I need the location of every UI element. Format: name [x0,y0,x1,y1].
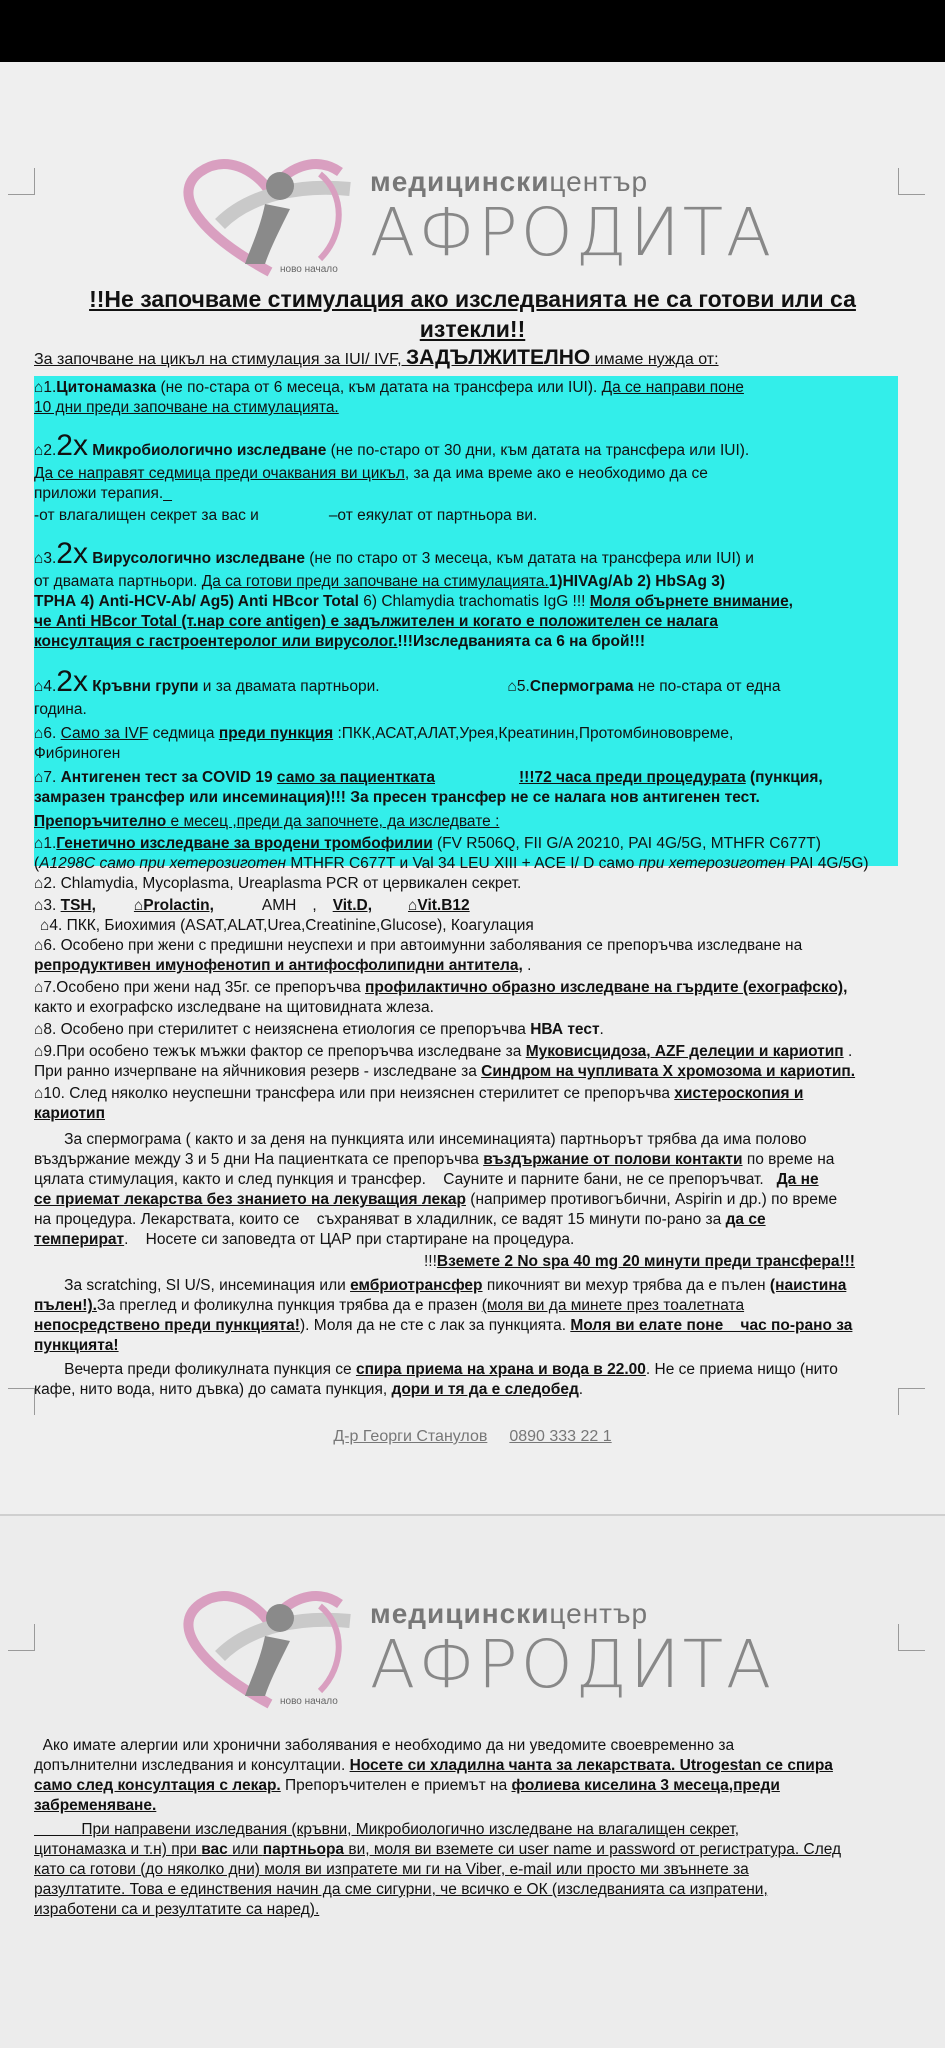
page2-text: или [227,1841,263,1858]
req-number: ⌂1. [34,835,57,852]
logo-tagline: ново начало [280,1696,338,1707]
recommended-6-cont [34,956,898,976]
req-text: A1298C само при хетерозиготен [39,855,287,872]
note-text: (например противогъбични, Aspirin и др.) по време [465,1191,838,1208]
recommended-7-cont: както и ехографско изследване на щитовидната жлеза. [34,999,434,1016]
page2-text: цитонамазка и т.н) при [34,1841,202,1858]
note-line [34,1230,898,1250]
separator: , [312,897,317,914]
note-text: по време на [742,1151,835,1168]
logo-subtitle-bold: медицински [370,166,550,197]
note-line: пункцията! [34,1337,119,1354]
req-note: НВА тест [530,1021,600,1038]
req-number: ⌂1. [34,379,57,396]
req-name: Микробиологично изследване [87,442,327,459]
page2-text: допълнителни изследвания и консултации. [34,1757,350,1774]
req-count: 2х [56,429,88,462]
req-note: Да се направят седмица преди очаквания ви цикъл [34,465,405,482]
crop-mark [8,1388,35,1415]
recommended-10 [34,1084,898,1104]
req-note: репродуктивен имунофенотип и антифосфолипидни антитела, [34,957,523,974]
note-text: кафе, нито вода, нито дъвка) до самата пункция, [34,1381,392,1398]
clinic-logo [170,154,775,279]
note-text: цялата стимулация, както и след пункция и трансфер. Сауните и парните бани, не се препоръчват. [34,1171,777,1188]
req-text: ⌂9.При особено тежък мъжки фактор се препоръчва изследване за [34,1043,526,1060]
doctor-signature [0,1428,945,1446]
req-count: 2х [56,665,88,698]
note-line [34,1360,898,1380]
intro-text: имаме нужда от: [590,351,719,368]
note-text: въздържание между 3 и 5 дни На пациентката се препоръчва [34,1151,484,1168]
requirement-1 [34,378,898,398]
note-emphasis: пълен!). [34,1297,97,1314]
note-line [34,1150,898,1170]
rec-heading-text: е месец ,преди да започнете, да изследвате : [166,813,500,830]
note-line [424,1252,898,1272]
page2-text [34,1821,81,1838]
logo-subtitle-light: център [549,1598,649,1629]
recommended-8 [34,1020,898,1040]
req-text: седмица [148,725,219,742]
req-text: :ПКК,АСАТ,АЛАТ,Урея,Креатинин,Протомбинововреме, [333,725,734,742]
req-text: от двамата партньори. [34,573,202,590]
page2-line: забременяване. [34,1797,157,1814]
recommended-10-cont: кариотип [34,1105,105,1122]
page2-line: като са готови (до няколко дни) моля ви изпратете ми ги на Viber, e-mail или просто ми звъннете за [34,1861,749,1878]
note-text: За scratching, SI U/S, инсеминация или [34,1277,351,1294]
requirement-2-cont [34,506,898,526]
page2-emphasis: само след консултация с лекар. [34,1777,281,1794]
requirement-4-cont: година. [34,701,87,718]
req-note: Муковисцидоза, AZF делеции и кариотип [525,1043,844,1060]
req-text: –от еякулат от партньора ви. [328,507,538,524]
requirement-3-cont [34,632,898,652]
document-page-1 [0,62,945,1514]
test-vitb12: ⌂Vit.B12 [408,897,470,914]
note-emphasis: Да не [776,1171,819,1188]
requirement-7-cont: замразен трансфер или инсеминация)!!! За пресен трансфер не се налага нов антигенен тест. [34,789,760,806]
requirement-2-cont: приложи терапия._ [34,485,172,502]
test-prolactin: ⌂Prolactin, [133,897,214,914]
crop-mark [8,1624,35,1651]
req-text: , за да има време ако е необходимо да се [404,465,708,482]
req-text: (не по-старо от 30 дни, към датата на трансфера или IUI). [326,442,750,459]
intro-emphasis: ЗАДЪЛЖИТЕЛНО [406,348,591,369]
req-note: !!!Изследванията са 6 на брой!!! [397,633,645,650]
note-emphasis: (наистина [769,1277,847,1294]
intro-line [34,348,898,370]
doctor-phone[interactable]: 0890 333 22 1 [509,1428,612,1445]
req-name: Цитонамазка [56,379,157,396]
req-note: само за пациентката [276,769,436,786]
req-text: PAI 4G/5G) [785,855,869,872]
req-number: ⌂5. [507,678,530,695]
note-line [34,1190,898,1210]
note-text: . Не се приема нищо (нито [645,1361,838,1378]
req-note: !!!72 часа преди процедурата [519,769,746,786]
req-number: ⌂3. [34,550,57,567]
intro-text: За започване на цикъл на стимулация за IUI/ IVF, [34,351,406,368]
crop-mark [898,1388,925,1415]
page2-line [34,1840,898,1860]
crop-mark [8,168,35,195]
page2-line: Ако имате алергии или хронични заболявания е необходимо да ни уведомите своевременно за [34,1737,735,1754]
req-text: ⌂8. Особено при стерилитет с неизяснена етиология се препоръчва [34,1021,531,1038]
note-emphasis: (моля ви да минете през тоалетната [481,1297,745,1314]
rec-heading-bold: Препоръчително [34,813,167,830]
note-line [34,1316,898,1336]
requirement-3-cont: че Anti HBcor Total (т.нар core antigen) е задължителен и когато е положителен се налага [34,613,719,630]
test-tsh: TSH, [60,897,96,914]
req-number: ⌂3. [34,897,61,914]
note-text: . [578,1381,584,1398]
note-text: . Носете си заповедта от ЦАР при стартиране на процедура. [124,1231,575,1248]
req-text: ⌂7.Особено при жени над 35г. се препоръчва [34,979,366,996]
recommended-heading [34,812,898,832]
recommended-2: ⌂2. Chlamydia, Mycoplasma, Ureaplasma PCR от цервикален секрет. [34,875,522,892]
requirement-4 [34,664,898,705]
requirement-3-cont [34,572,898,592]
note-line [34,1210,898,1230]
note-emphasis: Вземете 2 No spa 40 mg 20 минути преди трансфера!!! [436,1253,855,1270]
page2-line [34,1756,898,1776]
note-emphasis: Моля ви елате поне час по-рано за [570,1317,853,1334]
page2-line: разултатите. Това е единствения начин да сме сигурни, че всичко е ОК (изследванията са изпратени, [34,1881,768,1898]
req-text: MTHFR C677T и Val 34 LEU XIII + ACE I/ D само [286,855,639,872]
requirement-2 [34,428,898,469]
test-vitd: Vit.D, [332,897,373,914]
req-text: ( [34,855,40,872]
note-text: !!! [424,1253,437,1270]
req-name: Кръвни групи [87,678,199,695]
req-note: Да са готови преди започване на стимулацията. [201,573,549,590]
note-line: За спермограма ( както и за деня на пункцията или инсеминацията) партньорът трябва да има полово [34,1131,807,1148]
req-number: ⌂4. [34,678,57,695]
recommended-7 [34,978,898,998]
note-line [34,1296,898,1316]
req-note: профилактично образно изследване на гърдите (ехографско), [365,979,848,996]
recommended-9 [34,1042,898,1062]
requirement-3-cont [34,592,898,612]
page2-emphasis: вас [201,1841,228,1858]
req-text: (FV R506Q, FII G/A 20210, PAI 4G/5G, MTHFR C677T) [432,835,821,852]
note-text: пикочният ви мехур трябва да е пълен [482,1277,770,1294]
req-text: при хетерозиготен [638,855,786,872]
page-title [30,284,915,344]
req-text: (не по старо от 3 месеца, към датата на трансфера или IUI) и [304,550,754,567]
req-tests: 6) Chlamydia trachomatis IgG !!! [358,593,590,610]
req-name: Спермограма [529,678,634,695]
req-text: -от влагалищен секрет за вас и [34,507,259,524]
note-emphasis: ембриотрансфер [350,1277,483,1294]
req-tests: ТРНА 4) Anti-HCV-Ab/ Ag5) Anti HBcor Total [34,593,359,610]
logo-name: АФРОДИТА [370,1626,775,1703]
req-note: консултация с гастроентеролог или вирусолог. [34,633,398,650]
note-line [34,1380,898,1400]
logo-tagline: ново начало [280,264,338,275]
req-text: . [599,1021,604,1038]
requirement-3 [34,536,898,577]
note-text: За преглед и фоликулна пункция трябва да е празен [96,1297,482,1314]
req-text: ⌂10. След няколко неуспешни трансфера или при неизяснен стерилитет се препоръчва [34,1085,675,1102]
page2-emphasis: фолиева киселина 3 месеца,преди [511,1777,780,1794]
requirement-6-cont: Фибриноген [34,745,121,762]
note-emphasis: спира приема на храна и вода в 22.00 [355,1361,646,1378]
page2-text: ви, моля ви вземете си user name и password от регистратура. След [344,1841,842,1858]
req-number: ⌂6. [34,725,61,742]
req-note: Да се направи поне [601,379,744,396]
req-text: . [843,1043,853,1060]
top-bar [0,0,945,62]
req-number: ⌂7. [34,769,57,786]
note-emphasis: дори и тя да е следобед [391,1381,579,1398]
note-text: Вечерта преди фоликулната пункция се [34,1361,356,1378]
title-line: !!Не започваме стимулация ако изследванията не са готови или са [89,286,856,312]
note-text: ). Моля да не сте с лак за пункцията. [299,1317,571,1334]
crop-mark [898,168,925,195]
page2-line [34,1820,898,1840]
req-text: . [522,957,532,974]
crop-mark [898,1624,925,1651]
note-line [34,1276,898,1296]
req-name: Генетично изследване за вродени тромбофилии [56,835,433,852]
req-name: Вирусологично изследване [87,550,305,567]
requirement-7 [34,768,898,788]
document-page-2 [0,1516,945,2048]
req-note: Моля обърнете внимание, [589,593,793,610]
note-text: на процедура. Лекарствата, които се съхраняват в хладилник, се вадят 15 минути по-рано за [34,1211,726,1228]
req-note: Само за IVF [60,725,149,742]
recommended-9-cont [34,1062,898,1082]
requirement-6 [34,724,898,744]
req-text: Антигенен тест за COVID 19 [56,769,277,786]
doctor-name: Д-р Георги Станулов [333,1428,488,1445]
note-line [34,1170,898,1190]
note-emphasis: се приемат лекарства без знанието на лекуващия лекар [34,1191,466,1208]
req-text: не по-стара от една [633,678,781,695]
page2-text: При направени изследвания (кръвни, Микробиологично изследване на влагалищен секрет, [81,1821,740,1838]
note-emphasis: въздържание от полови контакти [483,1151,743,1168]
recommended-3 [34,896,898,916]
recommended-6: ⌂6. Особено при жени с предишни неуспехи и при автоимунни заболявания се препоръчва изследване на [34,937,803,954]
req-count: 2х [56,537,88,570]
page2-text: Препоръчителен е приемът на [280,1777,512,1794]
recommended-1-cont [34,854,898,874]
req-text: (не по-стара от 6 месеца, към датата на трансфера или IUI). [156,379,602,396]
page2-line: изработени са и резултатите са наред). [34,1901,320,1918]
logo-subtitle-bold: медицински [370,1598,550,1629]
logo-subtitle-light: център [549,166,649,197]
req-note: хистероскопия и [674,1085,804,1102]
req-tests: 1)HIVAg/Ab 2) HbSAg 3) [548,573,726,590]
heart-logo-icon [170,1586,370,1711]
logo-name: АФРОДИТА [370,194,775,271]
recommended-4: ⌂4. ПКК, Биохимия (ASAT,ALAT,Urea,Creatinine,Glucose), Коагулация [40,917,534,934]
requirement-1-cont: 10 дни преди започване на стимулацията. [34,399,339,416]
heart-logo-icon [170,154,370,279]
page2-line [34,1776,898,1796]
title-line: изтекли!! [419,316,526,342]
page2-emphasis: партньора [262,1841,345,1858]
note-emphasis: непосредствено преди пункцията! [34,1317,300,1334]
note-emphasis: да се [725,1211,766,1228]
req-note: Синдром на чупливата Х хромозома и кариотип. [481,1063,856,1080]
req-note: преди пункция [218,725,334,742]
req-text: При ранно изчерпване на яйчниковия резерв - изследване за [34,1063,482,1080]
requirement-2-cont [34,464,898,484]
page2-emphasis: Носете си хладилна чанта за лекарствата. Utrogestan се спира [349,1757,833,1774]
test-amh: АМН [261,897,297,914]
clinic-logo [170,1586,775,1711]
recommended-1 [34,834,898,854]
note-emphasis: темперират [34,1231,125,1248]
req-number: ⌂2. [34,442,57,459]
req-text: (пункция, [745,769,823,786]
req-text: и за двамата партньори. [198,678,380,695]
